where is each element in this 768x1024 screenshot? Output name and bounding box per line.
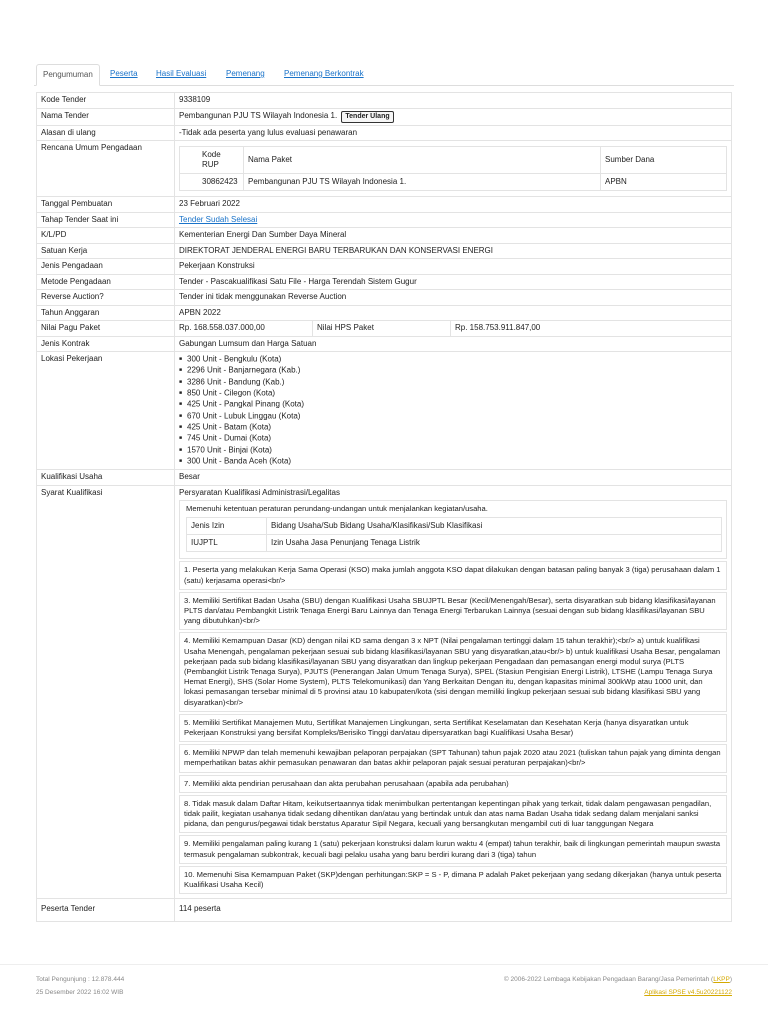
value-satker: DIREKTORAT JENDERAL ENERGI BARU TERBARUKAN DAN KONSERVASI ENERGI (175, 243, 732, 259)
label-reverse: Reverse Auction? (37, 290, 175, 306)
rup-table (179, 146, 727, 191)
value-tahun: APBN 2022 (175, 305, 732, 321)
value-peserta: 114 peserta (175, 899, 732, 922)
rup-cell-kode: 30862423 (180, 174, 244, 191)
list-item: ■ 300 Unit - Banda Aceh (Kota) (179, 456, 727, 467)
label-pagu: Nilai Pagu Paket (37, 321, 175, 337)
label-tanggal: Tanggal Pembuatan (37, 197, 175, 213)
row-satker (37, 243, 732, 259)
row-lokasi (37, 352, 732, 470)
label-satker: Satuan Kerja (37, 243, 175, 259)
label-metode: Metode Pengadaan (37, 274, 175, 290)
syarat-intro-box (179, 500, 727, 559)
footer-copyright (504, 973, 732, 986)
syarat-title: Persyaratan Kualifikasi Administrasi/Legalitas (179, 487, 340, 497)
tab-pemenang-berkontrak[interactable]: Pemenang Berkontrak (284, 69, 364, 78)
row-reverse (37, 290, 732, 306)
value-hps: Rp. 158.753.911.847,00 (451, 321, 732, 337)
syarat-item: 4. Memiliki Kemampuan Dasar (KD) dengan nilai KD sama dengan 3 x NPT (Nilai pengalaman tertinggi dalam 15 tahun terakhir);<br/> a) untuk kualifikasi Usaha Menengah, pengalaman pekerjaan sesuai sub bidang klasifikasi/layanan SBU yang disyaratkan,atau<br/> b) untuk kualifikasi Usaha Besar, pengalaman pekerjaan pada sub bidang klasifikasi/layanan SBU yang disyaratkan dan lingkup pekerjaan Pengadaan dan pemasangan energi modul surya (PLTS (Pembangkit Listrik Tenaga Surya), PJUTS (Penerangan Jalan Umum Tenaga Surya), SPEL (Stasiun Pengisian Energi Listrik), LTSHE (Lampu Tenaga Surya Hemat Energi), SHS (Solar Home System), PLTS Telekomunikasi) dan Yang Berkaitan Dengan itu, dengan kapasitas minimal 300kWp atau 1000 unit, dan lokasi pemasangan tersebar minimal di 5 provinsi atau 10 kabupaten/kota (sisi dengan memiliki lingkup pekerjaan sesuai sub bidang klasifikasi SBU yang disyaratkan)<br/> (179, 632, 727, 711)
rup-header-kode: Kode RUP (180, 147, 244, 174)
izin-header-jenis: Jenis Izin (187, 518, 267, 535)
row-klpd (37, 228, 732, 244)
label-nama-tender: Nama Tender (37, 108, 175, 125)
row-kode-tender (37, 93, 732, 109)
page-footer (0, 964, 768, 1024)
tab-pengumuman[interactable]: Pengumuman (36, 64, 100, 86)
row-rup (37, 141, 732, 197)
syarat-item: 6. Memiliki NPWP dan telah memenuhi kewajiban pelaporan perpajakan (SPT Tahunan) tahun pajak 2020 atau 2021 (tuliskan tahun pajak yang diminta dengan memperhatikan batas akhir pemasukan penawaran dan batas akhir pelaporan pajak sesuai peraturan perpajakan)<br/> (179, 744, 727, 772)
label-lokasi: Lokasi Pekerjaan (37, 352, 175, 470)
row-pagu (37, 321, 732, 337)
syarat-item: 3. Memiliki Sertifikat Badan Usaha (SBU) dengan Kualifikasi Usaha SBUJPTL Besar (Kecil/Menengah/Besar), serta disyaratkan sub bidang klasifikasi/layanan PLTS dan/atau Pembangkit Listrik Tenaga Energi Baru Lainnya dan Tenaga Energi Terbarukan Lainnya (sesuai dengan sub bidang klasifikasi/layanan SBU yang dibutuhkan)<br/> (179, 592, 727, 631)
izin-cell-jenis: IUJPTL (187, 535, 267, 552)
row-tanggal (37, 197, 732, 213)
row-peserta (37, 899, 732, 922)
value-kualifikasi: Besar (175, 470, 732, 486)
label-tahun: Tahun Anggaran (37, 305, 175, 321)
label-kode-tender: Kode Tender (37, 93, 175, 109)
label-hps: Nilai HPS Paket (313, 321, 451, 337)
rup-header-sumber: Sumber Dana (601, 147, 727, 174)
value-kontrak: Gabungan Lumsum dan Harga Satuan (175, 336, 732, 352)
syarat-intro: Memenuhi ketentuan peraturan perundang-undangan untuk menjalankan kegiatan/usaha. (186, 504, 488, 514)
row-kontrak (37, 336, 732, 352)
rup-cell-nama: Pembangunan PJU TS Wilayah Indonesia 1. (244, 174, 601, 191)
value-reverse: Tender ini tidak menggunakan Reverse Auction (175, 290, 732, 306)
label-jenis-pengadaan: Jenis Pengadaan (37, 259, 175, 275)
izin-header-bidang: Bidang Usaha/Sub Bidang Usaha/Klasifikasi/Sub Klasifikasi (267, 518, 722, 535)
row-metode (37, 274, 732, 290)
syarat-item: 5. Memiliki Sertifikat Manajemen Mutu, Sertifikat Manajemen Lingkungan, serta Sertifikat Keselamatan dan Kesehatan Kerja (hanya disyaratkan untuk Pekerjaan Konstruksi yang bersifat Kompleks/Berisiko Tinggi dan/atau dipersyaratkan bagi Kualifikasi Usaha Besar) (179, 714, 727, 742)
row-nama-tender (37, 108, 732, 125)
value-alasan: -Tidak ada peserta yang lulus evaluasi penawaran (175, 125, 732, 141)
label-alasan: Alasan di ulang (37, 125, 175, 141)
syarat-item: 10. Memenuhi Sisa Kemampuan Paket (SKP)dengan perhitungan:SKP = S - P, dimana P adalah Paket pekerjaan yang sedang dikerjakan (hanya untuk peserta Kualifikasi Usaha Kecil) (179, 866, 727, 894)
label-syarat: Syarat Kualifikasi (37, 485, 175, 899)
footer-right (504, 973, 732, 999)
tab-bar (34, 60, 734, 86)
value-lokasi-cell (175, 352, 732, 470)
tab-peserta[interactable]: Peserta (110, 69, 138, 78)
row-tahap (37, 212, 732, 228)
syarat-item: 1. Peserta yang melakukan Kerja Sama Operasi (KSO) maka jumlah anggota KSO dapat dilakukan dengan batasan paling banyak 3 (tiga) perusahaan dalam 1 (satu) kerjasama operasi<br/> (179, 561, 727, 589)
list-item: ■ 3286 Unit - Bandung (Kab.) (179, 377, 727, 388)
label-peserta: Peserta Tender (37, 899, 175, 922)
list-item: ■ 300 Unit - Bengkulu (Kota) (179, 354, 727, 365)
value-tanggal: 23 Februari 2022 (175, 197, 732, 213)
value-syarat-cell (175, 485, 732, 899)
tab-pemenang[interactable]: Pemenang (226, 69, 265, 78)
tender-ulang-badge: Tender Ulang (341, 111, 393, 123)
value-nama-tender-cell (175, 108, 732, 125)
row-tahun (37, 305, 732, 321)
izin-table (186, 517, 722, 552)
list-item: ■ 850 Unit - Cilegon (Kota) (179, 388, 727, 399)
row-jenis-pengadaan (37, 259, 732, 275)
copyright-close: ) (729, 976, 732, 983)
value-nama-tender: Pembangunan PJU TS Wilayah Indonesia 1. (179, 110, 338, 120)
lkpp-link[interactable]: LKPP (713, 976, 730, 983)
syarat-item: 9. Memiliki pengalaman paling kurang 1 (satu) pekerjaan konstruksi dalam kurun waktu 4 (empat) tahun terakhir, baik di lingkungan pemerintah maupun swasta termasuk pengalaman subkontrak, kecuali bagi pelaku usaha yang baru berdiri kurang dari 3 (tiga) tahun (179, 835, 727, 863)
list-item: ■ 2296 Unit - Banjarnegara (Kab.) (179, 365, 727, 376)
value-rup-cell (175, 141, 732, 197)
value-klpd: Kementerian Energi Dan Sumber Daya Mineral (175, 228, 732, 244)
label-rup: Rencana Umum Pengadaan (37, 141, 175, 197)
list-item: ■ 670 Unit - Lubuk Linggau (Kota) (179, 411, 727, 422)
list-item: ■ 425 Unit - Batam (Kota) (179, 422, 727, 433)
label-tahap: Tahap Tender Saat ini (37, 212, 175, 228)
footer-datetime: 25 Desember 2022 16:02 WIB (36, 989, 124, 996)
visitor-count: Total Pengunjung : 12.878.444 (36, 976, 125, 983)
value-metode: Tender - Pascakualifikasi Satu File - Harga Terendah Sistem Gugur (175, 274, 732, 290)
label-kualifikasi: Kualifikasi Usaha (37, 470, 175, 486)
izin-cell-bidang: Izin Usaha Jasa Penunjang Tenaga Listrik (267, 535, 722, 552)
list-item: ■ 425 Unit - Pangkal Pinang (Kota) (179, 399, 727, 410)
label-kontrak: Jenis Kontrak (37, 336, 175, 352)
row-kualifikasi (37, 470, 732, 486)
tender-detail-table (36, 92, 732, 922)
footer-left (36, 973, 124, 999)
tender-detail-panel (36, 92, 732, 922)
syarat-item: 8. Tidak masuk dalam Daftar Hitam, keikutsertaannya tidak menimbulkan pertentangan kepentingan pihak yang terkait, tidak dalam pengawasan pengadilan, tidak pailit, kegiatan usahanya tidak sedang dihentikan dan/atau yang bertindak untuk dan atas nama Badan Usaha tidak sedang dalam menjalani sanksi pidana, dan pengurus/pegawai tidak berstatus Aparatur Sipil Negara, kecuali yang bersangkutan mengambil cuti di luar tanggungan Negara (179, 795, 727, 834)
app-version-link[interactable]: Aplikasi SPSE v4.5u20221122 (644, 989, 732, 996)
syarat-item: 7. Memiliki akta pendirian perusahaan dan akta perubahan perusahaan (apabila ada perubahan) (179, 775, 727, 793)
value-pagu: Rp. 168.558.037.000,00 (175, 321, 313, 337)
list-item: ■ 1570 Unit - Binjai (Kota) (179, 445, 727, 456)
list-item: ■ 745 Unit - Dumai (Kota) (179, 433, 727, 444)
rup-cell-sumber: APBN (601, 174, 727, 191)
label-klpd: K/L/PD (37, 228, 175, 244)
value-kode-tender: 9338109 (175, 93, 732, 109)
row-alasan (37, 125, 732, 141)
row-syarat (37, 485, 732, 899)
rup-header-nama: Nama Paket (244, 147, 601, 174)
copyright-text: © 2006-2022 Lembaga Kebijakan Pengadaan Barang/Jasa Pemerintah ( (503, 976, 714, 983)
value-jenis-pengadaan: Pekerjaan Konstruksi (175, 259, 732, 275)
value-tahap-cell (175, 212, 732, 228)
tab-hasil-evaluasi[interactable]: Hasil Evaluasi (156, 69, 207, 78)
lokasi-list (179, 354, 727, 467)
tahap-link[interactable]: Tender Sudah Selesai (179, 214, 258, 224)
